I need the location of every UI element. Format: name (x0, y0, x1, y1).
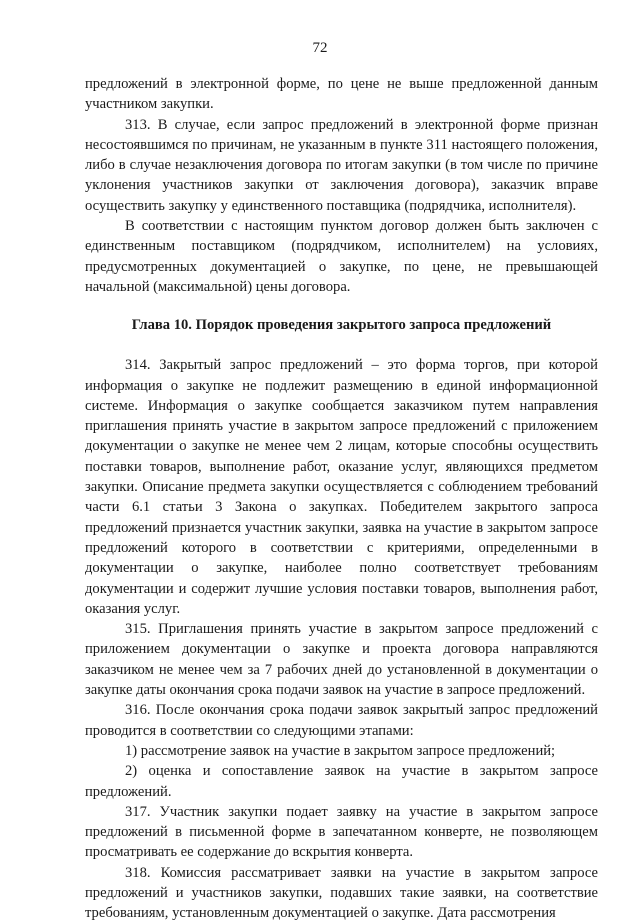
paragraph-313: 313. В случае, если запрос предложений в электронной форме признан несостоявшимся по причинам, не указанным в пункте 311 настоящего положения, либо в случае незаключения договора по итогам закупки (в том числе по причине уклонения участников закупки от заключения договора), заказчик вправе осуществить закупку у единственного поставщика (подрядчика, исполнителя). (85, 116, 598, 214)
paragraph-315: 315. Приглашения принять участие в закрытом запросе предложений с приложением документации о закупке и проекта договора направляются заказчиком не менее чем за 7 рабочих дней до установленной в документации о закупке даты окончания срока подачи заявок на участие в запросе предложений. (85, 621, 598, 699)
page-number: 72 (312, 40, 328, 56)
paragraph-313-contract: В соответствии с настоящим пунктом договор должен быть заключен с единственным поставщиком (подрядчиком, исполнителем) на условиях, предусмотренных документацией о закупке, по цене, не превышающей начальной (максимальной) цены договора. (85, 218, 598, 295)
paragraph-316-stage-2: 2) оценка и сопоставление заявок на участие в закрытом запросе предложений. (85, 763, 598, 800)
paragraph-314: 314. Закрытый запрос предложений – это форма торгов, при которой информация о закупке не подлежит размещению в единой информационной системе. Информация о закупке сообщается заказчиком путем направления приглашения принять участие в закрытом запросе предложений с приложением документации о закупке не менее чем 2 лицам, которые способны осуществить поставки товаров, выполнение работ, оказание услуг, являющихся предметом закупки. Описание предмета закупки осуществляется с соблюдением требований части 6.1 статьи 3 Закона о закупках. Победителем закрытого запроса предложений признается участник закупки, заявка на участие в закрытом запросе предложений которого в соответствии с критериями, определенными в документации о закупке, наиболее полно соответствует требованиям документации и содержит лучшие условия поставки товаров, выполнения работ, оказания услуг. (85, 357, 598, 617)
paragraph-318: 318. Комиссия рассматривает заявки на участие в закрытом запросе предложений и участников закупки, подавших такие заявки, на соответствие требованиям, установленным документацией о закупке. Дата рассмотрения (85, 864, 598, 922)
document-body (85, 74, 598, 924)
paragraph-continuation: предложений в электронной форме, по цене не выше предложенной данным участником закупки. (85, 76, 598, 113)
paragraph-316-stage-1: 1) рассмотрение заявок на участие в закрытом запросе предложений; (125, 742, 556, 759)
chapter-title: Глава 10. Порядок проведения закрытого запроса предложений (131, 317, 552, 334)
paragraph-317: 317. Участник закупки подает заявку на участие в закрытом запросе предложений в письменной форме в запечатанном конверте, не позволяющем просматривать ее содержание до вскрытия конверта. (85, 803, 598, 861)
paragraph-316: 316. После окончания срока подачи заявок закрытый запрос предложений проводится в соответствии со следующими этапами: (85, 702, 598, 739)
